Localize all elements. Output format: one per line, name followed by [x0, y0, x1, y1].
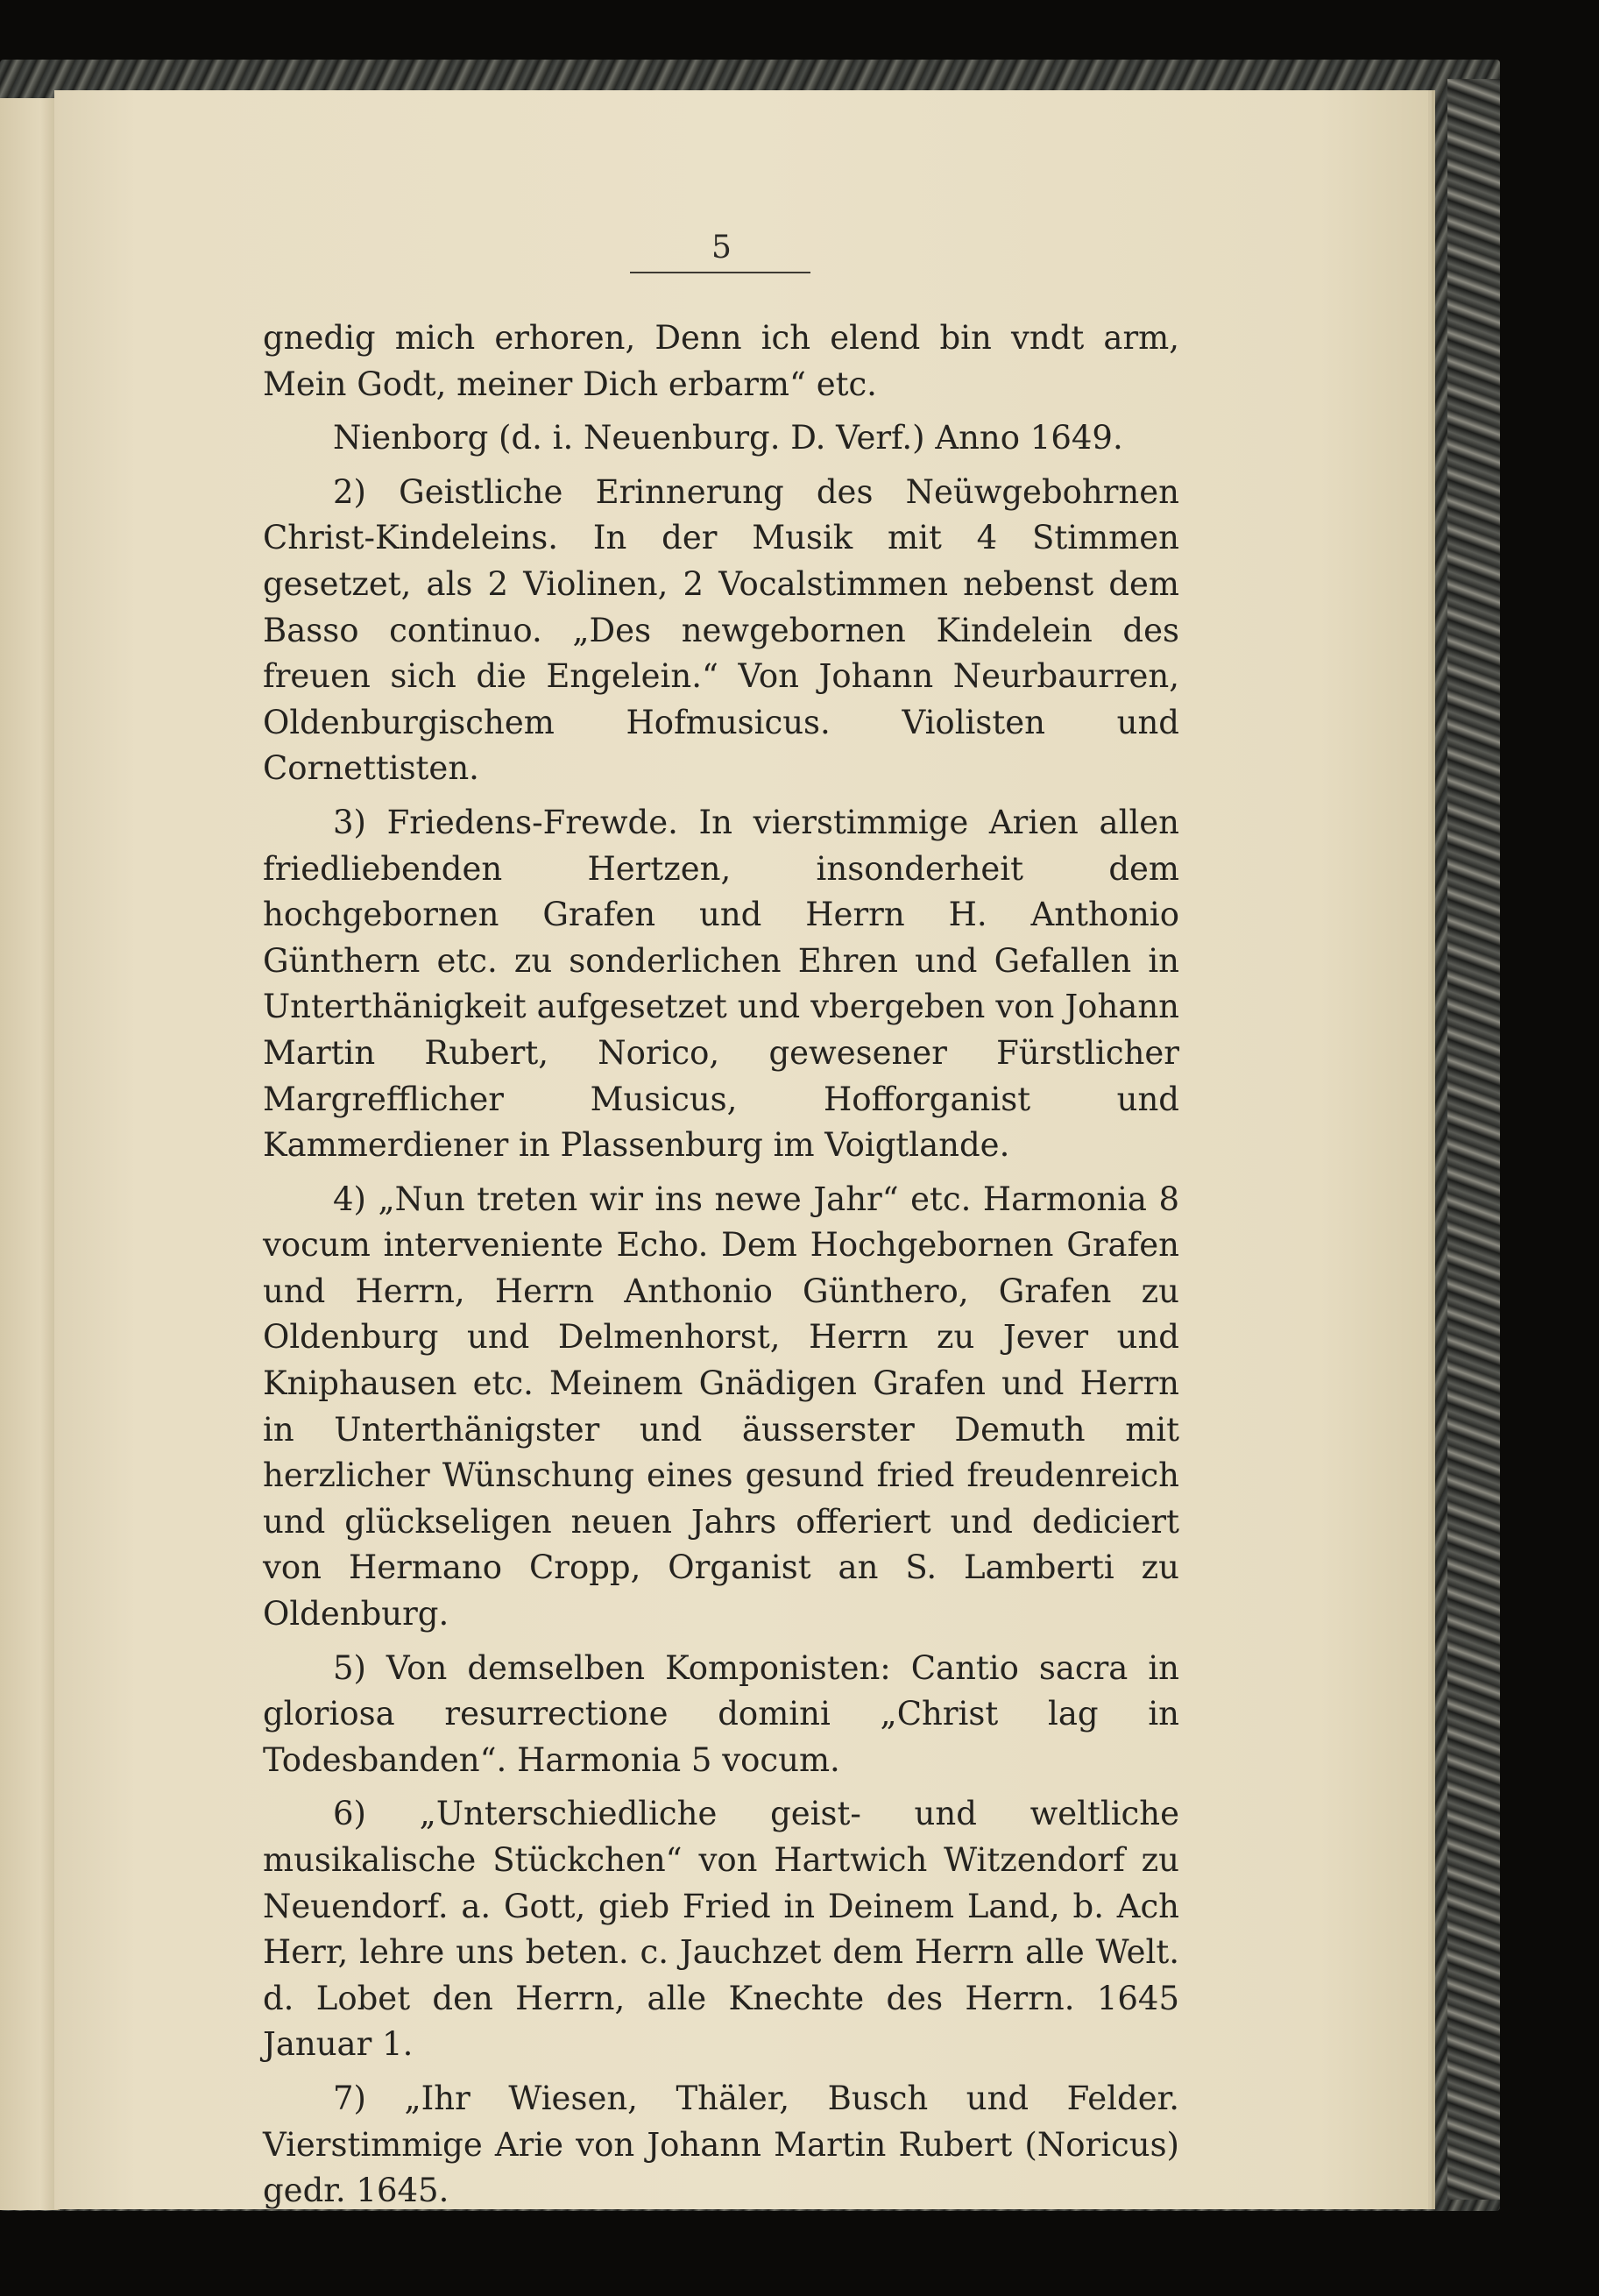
list-item-3: 3) Friedens-Frewde. In vierstimmige Arien allen friedliebenden Hertzen, insonderheit dem hochgebornen Grafen und Herrn H. Anthonio Günthern etc. zu sonderlichen Ehren und Gefallen in Unterthänigkeit aufgesetzet und vbergeben von Johann Martin Rubert, Norico, gewesener Fürstlicher Margrefflicher Musicus, Hofforganist und Kammerdiener in Plassenburg im Voigtlande.	[263, 803, 1179, 1165]
list-item-5: 5) Von demselben Komponisten: Cantio sacra in gloriosa resurrectione domini „Christ lag in Todesbanden“. Harmonia 5 vocum.	[263, 1648, 1179, 1779]
list-item-4: 4) „Nun treten wir ins newe Jahr“ etc. Harmonia 8 vocum interveniente Echo. Dem Hochgebornen Grafen und Herrn, Herrn Anthonio Günthero, Grafen zu Oldenburg und Delmenhorst, Herrn zu Jever und Kniphausen etc. Meinem Gnädigen Grafen und Herrn in Unterthänigster und äusserster Demuth mit herzlicher Wünschung eines gesund fried freudenreich und glückseligen neuen Jahrs offeriert und dediciert von Hermano Cropp, Organist an S. Lamberti zu Oldenburg.	[263, 1180, 1179, 1633]
paragraph-continuation: gnedig mich erhoren, Denn ich elend bin vndt arm, Mein Godt, meiner Dich erbarm“ etc.	[263, 319, 1179, 403]
page-body	[263, 315, 1179, 2222]
paragraph-nienborg: Nienborg (d. i. Neuenburg. D. Verf.) Anno 1649.	[333, 419, 1123, 457]
list-item-7: 7) „Ihr Wiesen, Thäler, Busch und Felder. Vierstimmige Arie von Johann Martin Rubert (Noricus) gedr. 1645.	[263, 2079, 1179, 2210]
page-number-rule	[630, 272, 810, 273]
list-item-6: 6) „Unterschiedliche geist- und weltliche musikalische Stückchen“ von Hartwich Witzendorf zu Neuendorf. a. Gott, gieb Fried in Deinem Land, b. Ach Herr, lehre uns beten. c. Jauchzet dem Herrn alle Welt. d. Lobet den Herrn, alle Knechte des Herrn. 1645 Januar 1.	[263, 1795, 1179, 2064]
previous-page-edge	[0, 98, 60, 2210]
list-item-2: 2) Geistliche Erinnerung des Neüwgebohrnen Christ-Kindeleins. In der Musik mit 4 Stimmen gesetzet, als 2 Violinen, 2 Vocalstimmen nebenst dem Basso continuo. „Des newgebornen Kindelein des freuen sich die Engelein.“ Von Johann Neurbaurren, Oldenburgischem Hofmusicus. Violisten und Cornettisten.	[263, 472, 1179, 788]
page-number: 5	[711, 230, 732, 266]
marbled-cover-edge	[1447, 79, 1500, 2200]
